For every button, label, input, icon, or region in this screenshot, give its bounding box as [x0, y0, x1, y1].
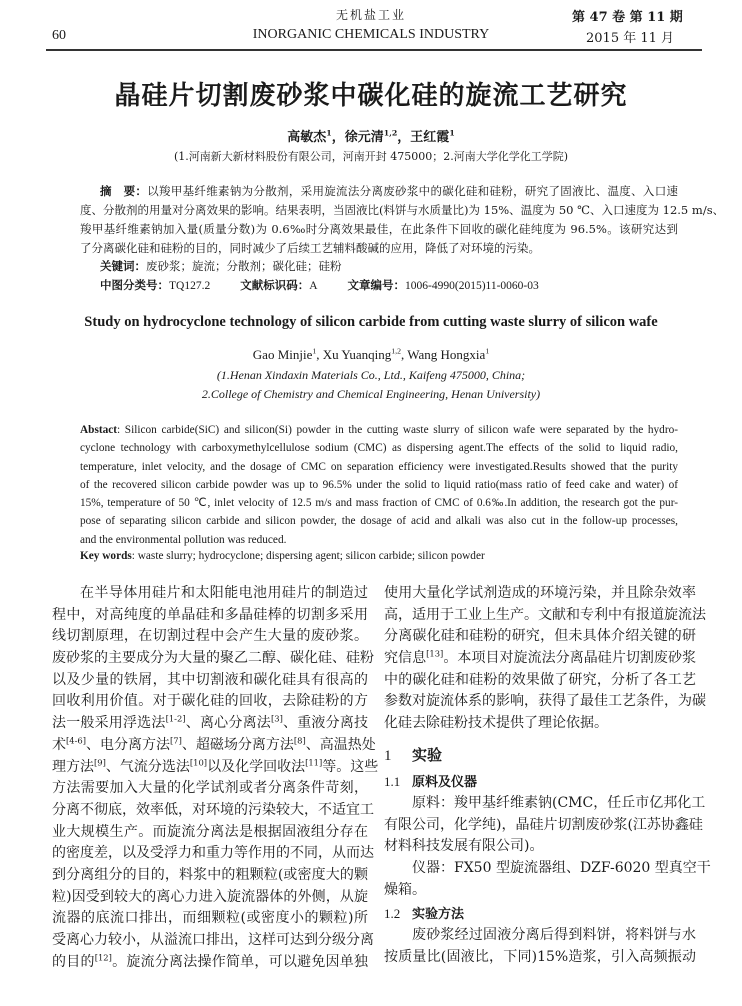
citation-superscript: [4-6] [66, 735, 87, 746]
affiliation-en-2: 2.College of Chemistry and Chemical Engineering, Henan University) [201, 387, 541, 401]
issue-date: 2015 年 11 月 [586, 31, 675, 46]
body-text-line: 废砂浆的主要成分为大量的聚乙二醇、碳化硅、硅粉 [52, 650, 374, 667]
citation-superscript: [12] [94, 952, 112, 963]
body-text-line: 的目的[12]。旋流分离法操作简单，可以避免因单独 [52, 952, 369, 970]
body-text-line: 按质量比(固液比，下同)15%造浆，引入高频振动 [384, 948, 696, 965]
page-number: 60 [52, 28, 66, 43]
body-text-line: 回收利用价值。对于碳化硅的回收，去除硅粉的方 [52, 693, 368, 710]
section-number: 1 [384, 747, 392, 764]
body-text-line: 高，适用于工业上生产。文献和专利中有报道旋流法 [384, 606, 706, 623]
abstract-en-line [80, 439, 678, 457]
section-number: 1.1 [384, 773, 401, 789]
body-text-line: 中的碳化硅和硅粉的效果做了研究，分析了各工艺 [384, 671, 696, 688]
section-heading [384, 901, 696, 925]
body-column-right [384, 583, 711, 969]
paper-title: 晶硅片切割废砂浆中碳化硅的旋流工艺研究 [114, 81, 628, 111]
body-text-line: 粒)因受到较大的离心力进入旋流器体的外侧，从旋 [52, 888, 368, 905]
clc-label: 中图分类号： [100, 278, 169, 292]
clc-value: TQ127.2 [169, 280, 211, 292]
body-text-line: 仪器：FX50 型旋流器组、DZF-6020 型真空干 [412, 859, 711, 876]
citation-superscript: [10] [189, 756, 208, 767]
citation-superscript: [8] [293, 735, 306, 746]
body-text-line: 废砂浆经过固液分离后得到料饼，将料饼与水 [412, 927, 696, 944]
abstract-en [80, 421, 678, 549]
abstract-en-line [80, 531, 678, 549]
abstract-en-text: cyclone technology with carboxymethylcellulose sodium (CMC) as dispersing agent.The effects of the solid to liquid radio, [80, 442, 678, 455]
section-heading [384, 735, 696, 769]
abstract-text: 羧甲基纤维素钠加入量(质量分数)为 0.6‰时分离效果最佳，在此条件下回收的碳化硅纯度为 96.5%。该研究达到 [80, 222, 678, 236]
abstract-line [80, 201, 725, 220]
abstract-en-line [80, 476, 678, 494]
abstract-en-text: 15%, temperature of 50 ℃, inlet velocity of 12.5 m/s and mass fraction of CMC of 0.6‰.In addition, the research got the pur- [80, 497, 678, 510]
citation-superscript: 1 [485, 346, 490, 356]
abstract-text: 了分离碳化硅和硅粉的目的，同时减少了后续工艺辅料酸碱的应用，降低了对环境的污染。 [80, 241, 540, 255]
abstract-en-text: of the recovered silicon carbide powder was up to 96.5% under the solid to liquid ratio(mass ratio of feed cake and water) of [80, 478, 678, 491]
citation-superscript: [1-2] [165, 713, 186, 724]
section-title: 实验方法 [412, 907, 465, 923]
body-text-line: 有限公司，化学纯)，晶硅片切割废砂浆(江苏协鑫硅 [384, 816, 703, 833]
doc-code-value: A [309, 280, 318, 292]
abstract-line [80, 220, 678, 239]
article-no-value: 1006-4990(2015)11-0060-03 [405, 280, 539, 292]
abstract-en-label: Abstact [80, 424, 118, 436]
body-text-line: 究信息[13]。本项目对旋流法分离晶硅片切割废砂浆 [384, 648, 697, 667]
citation-superscript: [11] [305, 756, 323, 767]
journal-name-cn: 无机盐工业 [335, 8, 406, 22]
body-text-line: 流器的底流口排出，而细颗粒(或密度小的颗粒)所 [52, 910, 368, 927]
body-text-line: 程中，对高纯度的单晶硅和多晶硅棒的切割多采用 [52, 606, 368, 623]
body-text-line: 理方法[9]、气流分选法[10]以及化学回收法[11]等。这些 [52, 756, 379, 775]
abstract-en-line [80, 494, 678, 512]
abstract-text: 度、分散剂的用量对分离效果的影响。结果表明，当固液比(料饼与水质量比)为 15%、温度为 50 ℃、入口速度为 12.5 m/s、 [80, 203, 725, 217]
body-text-line: 受离心力较小，从溢流口排出，这样可达到分级分离 [52, 932, 374, 948]
body-text-line: 到分离组分的目的，料浆中的粗颗粒(或密度大的颗 [52, 866, 368, 883]
abstract-en-text: pose of separating silicon carbide and silicon powder, the dosage of acid and alkali was also cut in the follow-up processes, [80, 515, 678, 528]
section-title: 实验 [412, 745, 443, 764]
body-text-line: 化硅去除硅粉技术提供了理论依据。 [384, 715, 608, 732]
volume-issue: 第 47 卷 第 11 期 [572, 10, 683, 25]
section-heading [384, 769, 696, 793]
citation-superscript: [9] [94, 756, 106, 767]
keywords-cn [100, 258, 342, 274]
body-text-line: 分离碳化硅和硅粉的研究，但未具体介绍关键的研 [384, 628, 696, 645]
body-text-line: 的密度差，以及受浮力和重力等作用的不同，从而达 [52, 845, 374, 862]
citation-superscript: 1 [449, 128, 455, 138]
body-text-line: 原料：羧甲基纤维素钠(CMC，任丘市亿邦化工 [412, 794, 706, 811]
keywords-value: 废砂浆；旋流；分散剂；碳化硅；硅粉 [146, 259, 342, 273]
abstract-en-text: and the environmental pollution was reduced. [80, 533, 287, 546]
abstract-en-line [80, 421, 678, 439]
body-text-line: 线切割原理，在切割过程中会产生大量的废砂浆。 [52, 628, 368, 645]
abstract-en-text: temperature, inlet velocity, and the dosage of CMC on separation efficiency were investigated.Results showed that the purity [80, 460, 678, 473]
body-text-line: 法一般采用浮选法[1-2]、离心分离法[3]、重液分离技 [52, 713, 369, 732]
body-text-line: 使用大量化学试剂造成的环境污染，并且除杂效率 [384, 585, 696, 601]
section-number: 1.2 [384, 906, 401, 922]
classification-info [100, 277, 539, 293]
section-title: 原料及仪器 [412, 774, 478, 790]
abstract-label: 摘 要： [100, 184, 148, 198]
citation-superscript: 1 [326, 128, 332, 138]
body-text-line: 方法需要加入大量的化学试剂或者分离条件苛刻， [52, 780, 368, 797]
body-column-left [52, 583, 379, 973]
body-text-line: 参数对旋流体系的影响，获得了最佳工艺条件，为碳 [384, 693, 706, 710]
affiliations: (1.河南新大新材料股份有限公司，河南开封 475000；2.河南大学化学化工学院) [173, 150, 569, 163]
keywords-en [80, 550, 485, 562]
abstract-cn [80, 182, 725, 258]
citation-superscript: [3] [270, 713, 283, 724]
abstract-line [80, 182, 678, 201]
citation-superscript: 1,2 [391, 346, 402, 356]
keywords-en-value: : waste slurry; hydrocyclone; dispersing agent; silicon carbide; silicon powder [131, 550, 485, 562]
journal-name-en: INORGANIC CHEMICALS INDUSTRY [252, 27, 490, 42]
abstract-en-line [80, 458, 678, 476]
citation-superscript: 1 [312, 346, 317, 356]
body-text-line: 燥箱。 [384, 881, 426, 898]
keywords-en-label: Key words [80, 550, 132, 562]
header-rule [46, 49, 702, 51]
abstract-en-line [80, 512, 678, 530]
paper-title-en: Study on hydrocyclone technology of silicon carbide from cutting waste slurry of silicon wafe [84, 314, 658, 330]
doc-code-label: 文献标识码： [240, 278, 310, 292]
authors: 高敏杰$^1$，徐元清$^{1,2}$，王红霞$^1$ [287, 128, 455, 145]
citation-superscript: [13] [426, 648, 444, 659]
body-text-line: 在半导体用硅片和太阳能电池用硅片的制造过 [80, 585, 368, 601]
body-text-line: 材料科技发展有限公司)。 [384, 838, 544, 855]
authors-en: Gao Minjie$^1$, Xu Yuanqing$^{1,2}$, Wang Hongxia$^1$ [252, 346, 490, 362]
citation-superscript: [7] [170, 735, 182, 746]
body-text-line: 分离不彻底，效率低，对环境的污染较大，不适宜工 [52, 801, 374, 818]
abstract-text: 以羧甲基纤维素钠为分散剂，采用旋流法分离废砂浆中的碳化硅和硅粉，研究了固液比、温度、入口速 [147, 184, 679, 198]
abstract-line [80, 239, 678, 258]
affiliation-en-1: (1.Henan Xindaxin Materials Co., Ltd., Kaifeng 475000, China; [216, 368, 526, 382]
abstract-en-text: : Silicon carbide(SiC) and silicon(Si) powder in the cutting waste slurry of silicon wafe were separated by the hydro- [117, 424, 678, 436]
body-text-line: 术[4-6]、电分离方法[7]、超磁场分离方法[8]、高温热处 [52, 735, 376, 753]
keywords-label: 关键词： [100, 259, 146, 273]
body-text-line: 业大规模生产。而旋流分离法是根据固液组分存在 [52, 823, 368, 840]
body-text-line: 以及少量的铁屑，其中切割液和碳化硅具有很高的 [52, 671, 368, 688]
citation-superscript: 1,2 [383, 128, 398, 138]
article-no-label: 文章编号： [347, 278, 406, 292]
